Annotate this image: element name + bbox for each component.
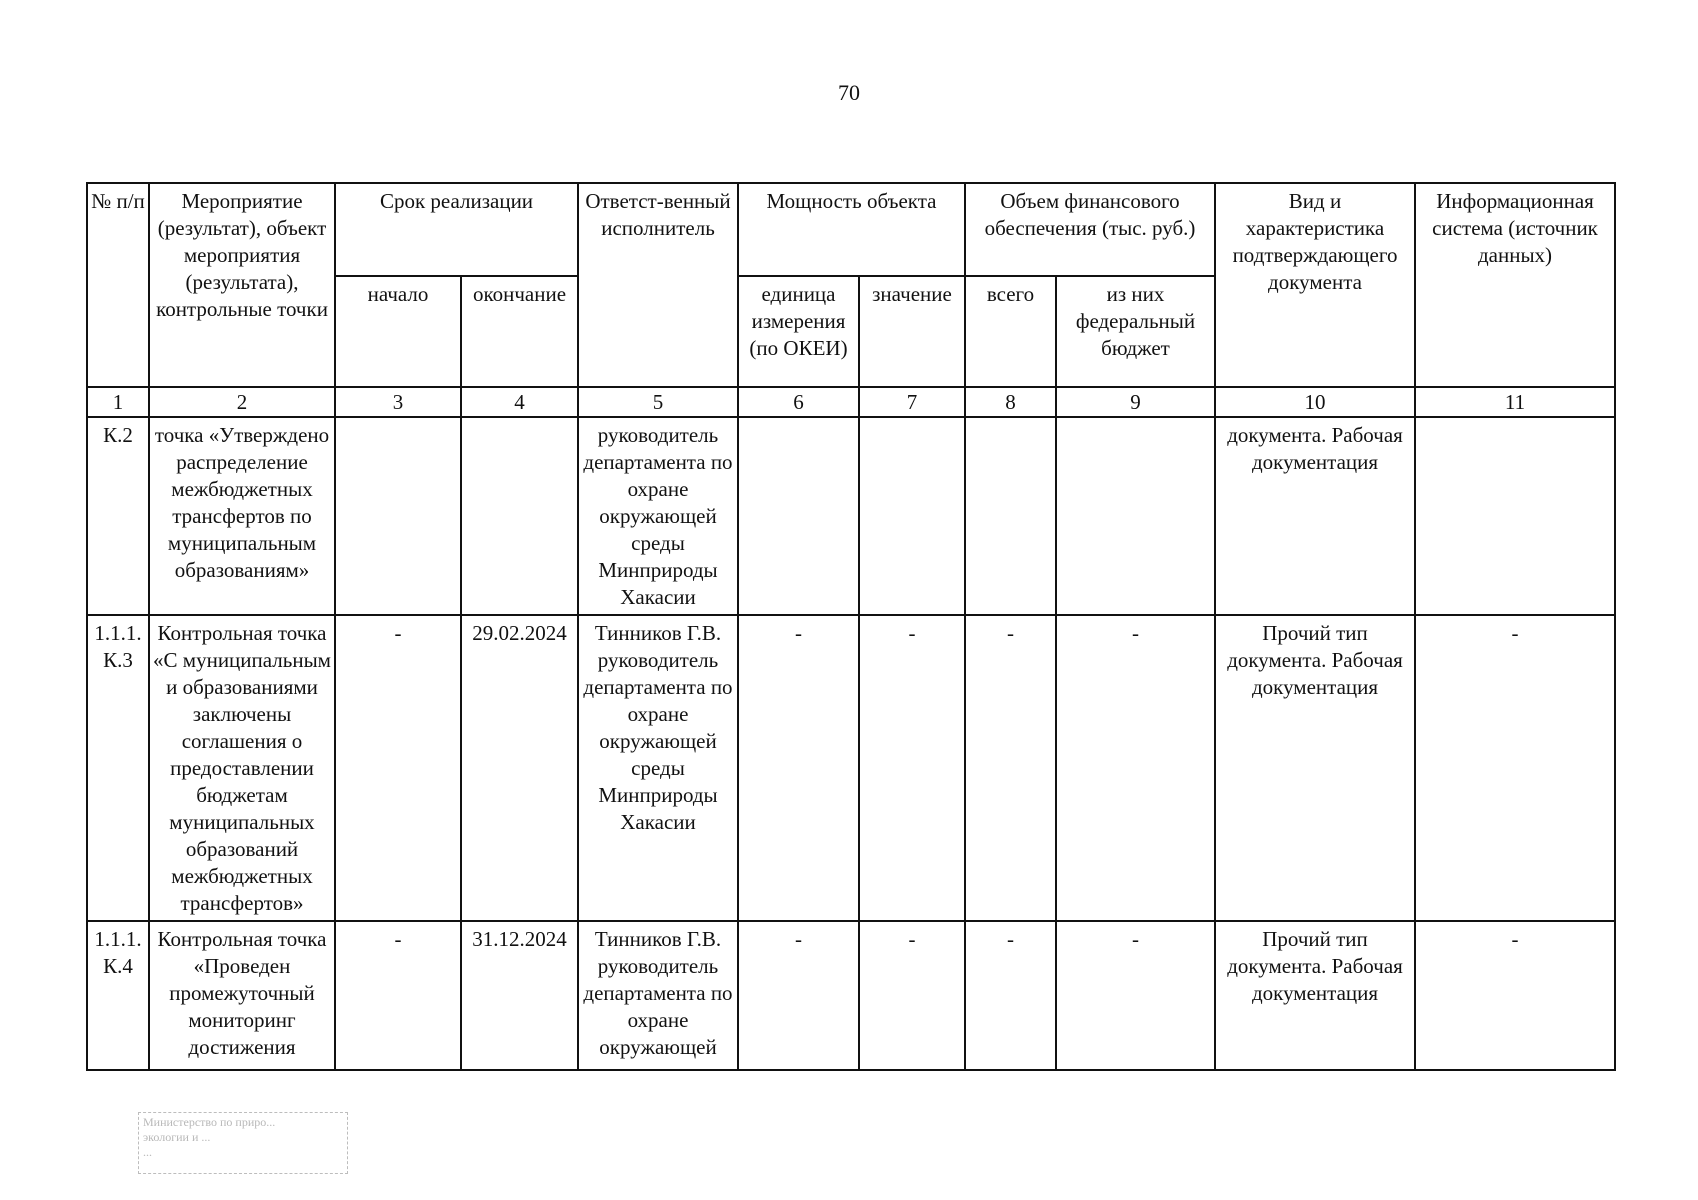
header-finance: Объем финансового обеспечения (тыс. руб.): [965, 183, 1215, 276]
table-header: [87, 183, 1615, 387]
row-num: 1.1.1. К.4: [87, 921, 149, 1070]
header-total: всего: [965, 276, 1056, 387]
activities-table: [86, 182, 1616, 1071]
header-capacity: Мощность объекта: [738, 183, 965, 276]
header-num: № п/п: [87, 183, 149, 387]
row-num: К.2: [87, 417, 149, 615]
row-total: [965, 417, 1056, 615]
row-end: 29.02.2024: [461, 615, 578, 921]
row-doc-type: Прочий тип документа. Рабочая документация: [1215, 921, 1415, 1070]
row-value: -: [859, 921, 965, 1070]
column-number: 3: [335, 387, 461, 417]
page-number: 70: [838, 80, 860, 105]
column-number: 11: [1415, 387, 1615, 417]
row-federal: -: [1056, 615, 1215, 921]
header-start: начало: [335, 276, 461, 387]
stamp-line: экологии и ...: [143, 1130, 211, 1144]
row-start: [335, 417, 461, 615]
column-number: 10: [1215, 387, 1415, 417]
header-period: Срок реализации: [335, 183, 578, 276]
row-responsible: Тинников Г.В. руководитель департамента по охране окружающей среды Минприроды Хакасии: [578, 615, 738, 921]
column-number: 1: [87, 387, 149, 417]
header-doc-type: Вид и характеристика подтверждающего документа: [1215, 183, 1415, 387]
row-unit: -: [738, 615, 859, 921]
row-value: -: [859, 615, 965, 921]
row-federal: [1056, 417, 1215, 615]
column-number: 6: [738, 387, 859, 417]
row-doc-type: Прочий тип документа. Рабочая документация: [1215, 615, 1415, 921]
column-numbers: [87, 387, 1615, 417]
header-federal: из них федеральный бюджет: [1056, 276, 1215, 387]
row-event: Контрольная точка «Проведен промежуточный мониторинг достижения: [149, 921, 335, 1070]
row-value: [859, 417, 965, 615]
row-start: -: [335, 921, 461, 1070]
row-event: Контрольная точка «С муниципальным и образованиями заключены соглашения о предоставлении бюджетам муниципальных образований межбюджетных трансфертов»: [149, 615, 335, 921]
stamp-line: ...: [143, 1145, 152, 1159]
table-row: [87, 615, 1615, 921]
table-row: [87, 921, 1615, 1070]
header-event: Мероприятие (результат), объект мероприятия (результата), контрольные точки: [149, 183, 335, 387]
column-number: 7: [859, 387, 965, 417]
row-event: точка «Утверждено распределение межбюджетных трансфертов по муниципальным образованиям»: [149, 417, 335, 615]
table-body: [87, 417, 1615, 1070]
row-doc-type: документа. Рабочая документация: [1215, 417, 1415, 615]
row-info-system: [1415, 417, 1615, 615]
row-responsible: Тинников Г.В. руководитель департамента по охране окружающей: [578, 921, 738, 1070]
row-end: 31.12.2024: [461, 921, 578, 1070]
column-number: 8: [965, 387, 1056, 417]
row-info-system: -: [1415, 615, 1615, 921]
row-unit: -: [738, 921, 859, 1070]
row-end: [461, 417, 578, 615]
row-total: -: [965, 921, 1056, 1070]
column-number: 2: [149, 387, 335, 417]
stamp-line: Министерство по приро...: [143, 1115, 276, 1129]
row-total: -: [965, 615, 1056, 921]
row-info-system: -: [1415, 921, 1615, 1070]
row-unit: [738, 417, 859, 615]
header-unit: единица измерения (по ОКЕИ): [738, 276, 859, 387]
row-start: -: [335, 615, 461, 921]
column-number: 9: [1056, 387, 1215, 417]
row-federal: -: [1056, 921, 1215, 1070]
column-number: 5: [578, 387, 738, 417]
header-info-system: Информационная система (источник данных): [1415, 183, 1615, 387]
header-value: значение: [859, 276, 965, 387]
header-end: окончание: [461, 276, 578, 387]
header-responsible: Ответст-венный исполнитель: [578, 183, 738, 387]
table-row: [87, 417, 1615, 615]
faded-stamp: [138, 1112, 348, 1174]
row-num: 1.1.1. К.3: [87, 615, 149, 921]
column-number: 4: [461, 387, 578, 417]
row-responsible: руководитель департамента по охране окружающей среды Минприроды Хакасии: [578, 417, 738, 615]
